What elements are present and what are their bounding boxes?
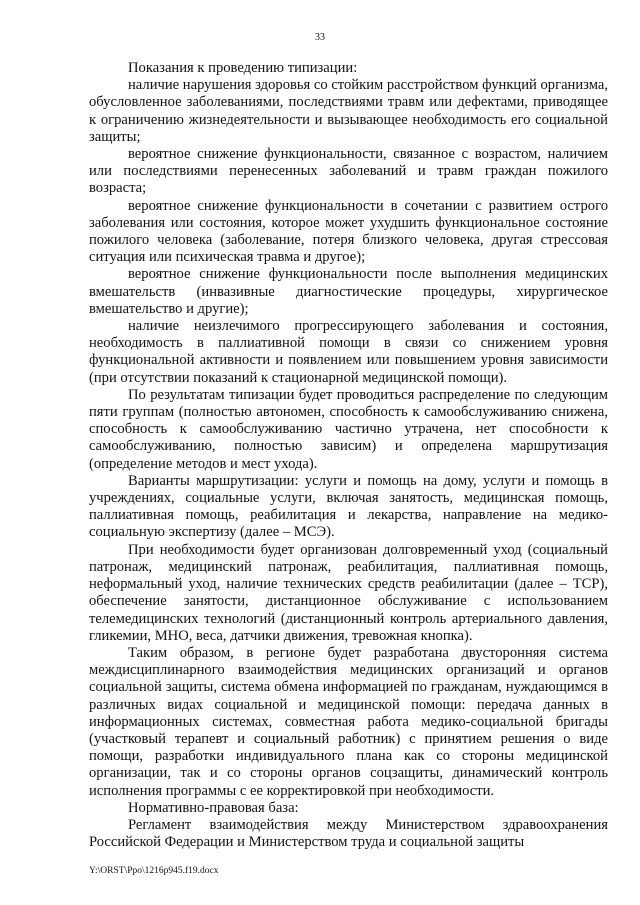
paragraph-legal-basis-heading: Нормативно-правовая база: [128,799,299,816]
paragraph-typing-results: По результатам типизации будет проводиться распределение по следующим пяти группам (полностью автономен, способность к самообслуживанию снижена, способность к самообслуживанию частично утрачена, нет способности к самообслуживанию, полностью зависим) и определена маршрутизация (определение методов и мест ухода). [89,386,608,472]
document-body [89,60,608,851]
paragraph-post-intervention-decline: вероятное снижение функциональности после выполнения медицинских вмешательств (инвазивные диагностические процедуры, хирургическое вмешательство и другие); [89,266,608,317]
footer-file-path: Y:\ORST\Ppo\1216p945.f19.docx [89,866,219,876]
paragraph-palliative-need: наличие неизлечимого прогрессирующего заболевания и состояния, необходимость в паллиативной помощи в связи со снижением уровня функциональной активности и появлением или повышением уровня зависимости (при отсутствии показаний к стационарной медицинской помощи). [89,318,608,386]
paragraph-age-related-decline: вероятное снижение функциональности, связанное с возрастом, наличием или последствиями перенесенных заболеваний и травм граждан пожилого возраста; [89,146,608,197]
paragraph-health-impairment: наличие нарушения здоровья со стойким расстройством функций организма, обусловленное заболеваниями, последствиями травм или дефектами, приводящее к ограничению жизнедеятельности и вызывающее необходимость его социальной защиты; [89,77,608,145]
paragraph-regional-system: Таким образом, в регионе будет разработана двусторонняя система междисциплинарного взаимодействия медицинских организаций и органов социальной защиты, система обмена информацией по гражданам, нуждающимся в различных видах социальной и медицинской помощи: передача данных в информационных системах, совместная работа медико-социальной бригады (участковый терапевт и социальный работник) с принятием решения о виде помощи, разработки индивидуального плана как со стороны медицинской организации, так и со стороны органов соцзащиты, динамический контроль исполнения программы с ее корректировкой при необходимости. [89,644,608,799]
page-number: 33 [315,32,325,43]
paragraph-long-term-care: При необходимости будет организован долговременный уход (социальный патронаж, медицинский патронаж, реабилитация, паллиативная помощь, неформальный уход, наличие технических средств реабилитации (далее – ТСР), обеспечение занятости, дистанционное обслуживание с использованием телемедицинских технологий (дистанционный контроль артериального давления, гликемии, МНО, веса, датчики движения, тревожная кнопка). [89,541,608,644]
paragraph-regulation: Регламент взаимодействия между Министерством здравоохранения Российской Федерации и Министерством труда и социальной защиты [89,816,608,851]
paragraph-routing-options: Варианты маршрутизации: услуги и помощь на дому, услуги и помощь в учреждениях, социальные услуги, включая занятость, медицинская помощь, паллиативная помощь, реабилитация и лекарства, направление на медико-социальную экспертизу (далее – МСЭ). [89,472,608,541]
paragraph-typing-indications-heading: Показания к проведению типизации: [128,60,358,76]
paragraph-acute-disease-decline: вероятное снижение функциональности в сочетании с развитием острого заболевания или состояния, которое может ухудшить функциональное состояние пожилого человека (заболевание, потеря близкого человека, другая стрессовая ситуация или психическая травма и другое); [89,197,608,266]
